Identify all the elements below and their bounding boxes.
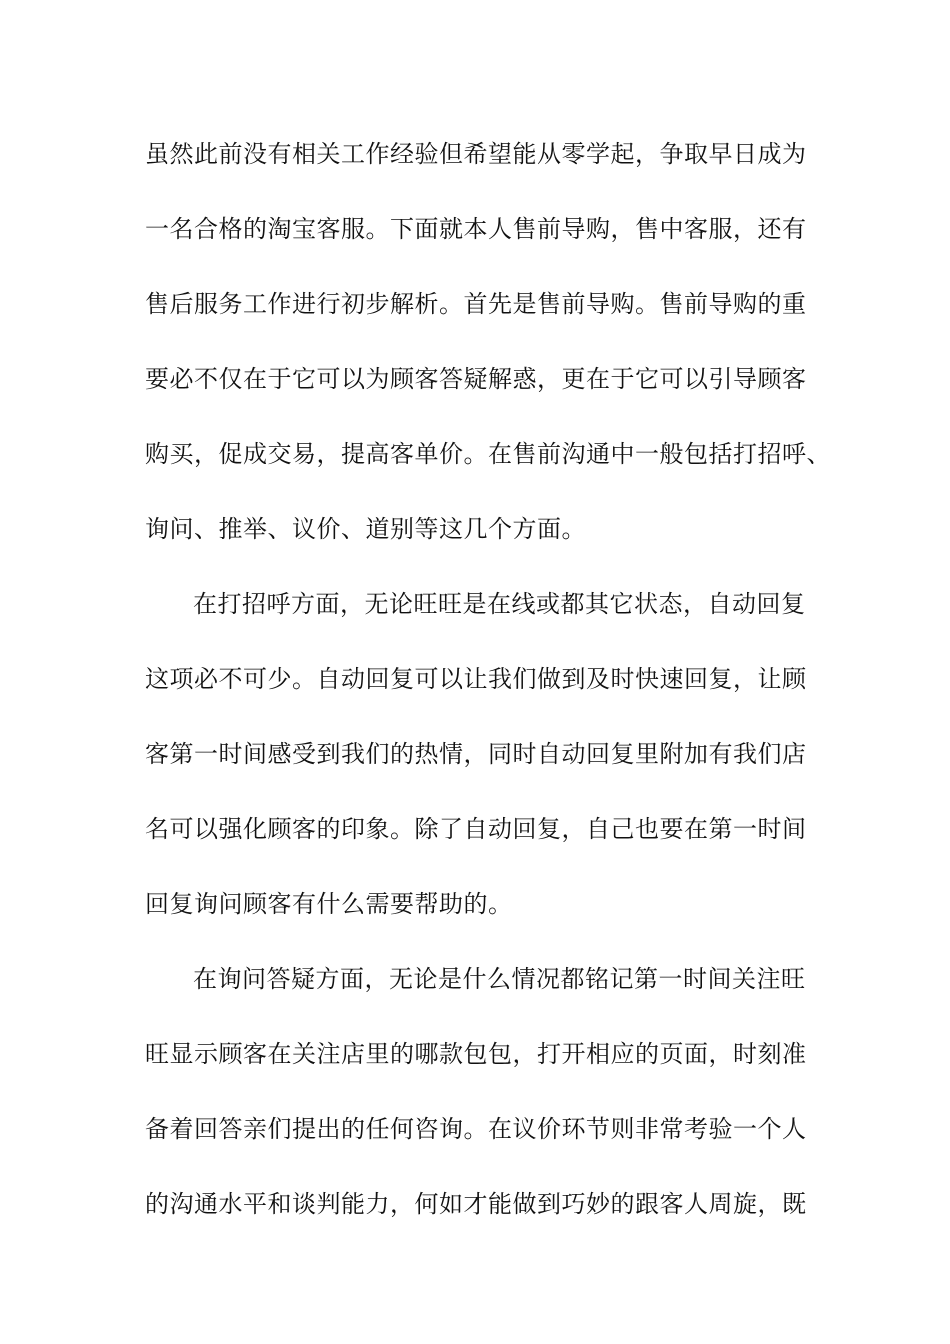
paragraph-3-line-2: 旺显示顾客在关注店里的哪款包包，打开相应的页面，时刻准 [145, 1040, 807, 1068]
paragraph-1-line-2: 一名合格的淘宝客服。下面就本人售前导购，售中客服，还有 [145, 215, 807, 243]
paragraph-2-line-1: 在打招呼方面，无论旺旺是在线或都其它状态，自动回复 [193, 590, 806, 618]
paragraph-3-line-1: 在询问答疑方面，无论是什么情况都铭记第一时间关注旺 [193, 965, 806, 993]
paragraph-2-line-5: 回复询问顾客有什么需要帮助的。 [145, 890, 513, 918]
paragraph-1-line-6: 询问、推举、议价、道别等这几个方面。 [145, 515, 586, 543]
paragraph-1-line-4: 要必不仅在于它可以为顾客答疑解惑，更在于它可以引导顾客 [145, 365, 807, 393]
paragraph-1-line-3: 售后服务工作进行初步解析。首先是售前导购。售前导购的重 [145, 290, 807, 318]
paragraph-1-line-1: 虽然此前没有相关工作经验但希望能从零学起，争取早日成为 [145, 140, 807, 168]
paragraph-3-line-4: 的沟通水平和谈判能力，何如才能做到巧妙的跟客人周旋，既 [145, 1190, 807, 1218]
paragraph-2-line-3: 客第一时间感受到我们的热情，同时自动回复里附加有我们店 [145, 740, 807, 768]
paragraph-2-line-4: 名可以强化顾客的印象。除了自动回复，自己也要在第一时间 [145, 815, 807, 843]
paragraph-1-line-5: 购买，促成交易，提高客单价。在售前沟通中一般包括打招呼、 [145, 440, 831, 468]
body-text [145, 132, 831, 1257]
paragraph-2-line-2: 这项必不可少。自动回复可以让我们做到及时快速回复，让顾 [145, 665, 807, 693]
paragraph-3-line-3: 备着回答亲们提出的任何咨询。在议价环节则非常考验一个人 [145, 1115, 807, 1143]
